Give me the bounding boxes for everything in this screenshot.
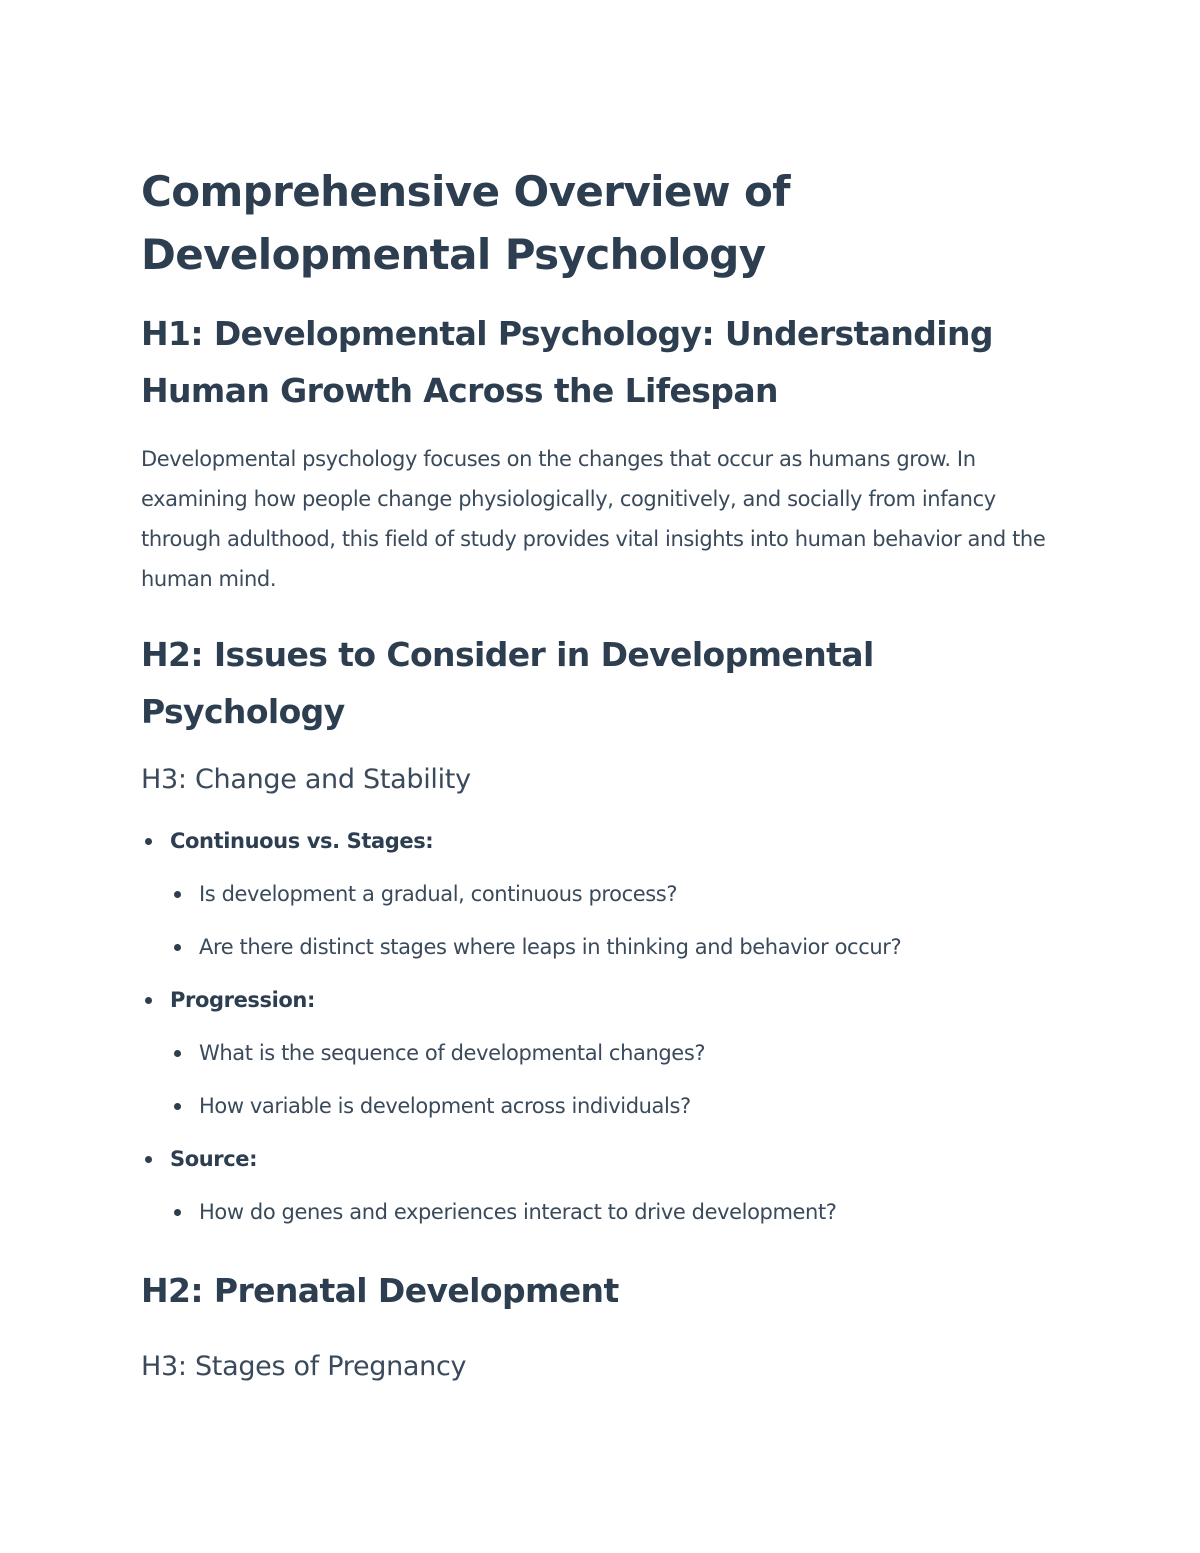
sub-list-item	[170, 868, 1071, 921]
sub-list	[170, 1027, 1071, 1133]
bullet-icon	[145, 1156, 152, 1163]
list-item-label: Continuous vs. Stages:	[170, 829, 434, 853]
section-heading-prenatal: H2: Prenatal Development	[141, 1271, 619, 1310]
bullet-icon	[145, 997, 152, 1004]
bullet-icon	[174, 1103, 181, 1110]
bullet-icon	[145, 838, 152, 845]
sub-list-item-text: Is development a gradual, continuous process?	[199, 882, 678, 906]
list-item-label: Source:	[170, 1147, 258, 1171]
subheading-change-stability: H3: Change and Stability	[141, 764, 471, 795]
sub-list-item	[170, 1027, 1071, 1080]
subheading-pregnancy-stages: H3: Stages of Pregnancy	[141, 1351, 467, 1382]
sub-list-item-text: How variable is development across individuals?	[199, 1094, 691, 1118]
bullet-icon	[174, 944, 181, 951]
sub-list-item-text: What is the sequence of developmental changes?	[199, 1041, 706, 1065]
document-title: Comprehensive Overview of Developmental Psychology	[141, 167, 790, 279]
sub-list-item	[170, 1186, 1071, 1239]
issues-list	[141, 815, 1071, 1239]
list-item-label: Progression:	[170, 988, 315, 1012]
document-page	[141, 160, 1071, 1387]
sub-list	[170, 1186, 1071, 1239]
list-item	[141, 974, 1071, 1133]
bullet-icon	[174, 891, 181, 898]
sub-list-item-text: Are there distinct stages where leaps in thinking and behavior occur?	[199, 935, 902, 959]
sub-list-item	[170, 921, 1071, 974]
bullet-icon	[174, 1209, 181, 1216]
intro-paragraph: Developmental psychology focuses on the changes that occur as humans grow. In examining how people change physiologically, cognitively, and socially from infancy through adulthood, this field of study provides vital insights into human behavior and the human mind.	[141, 447, 1046, 591]
list-item	[141, 815, 1071, 974]
section-heading-lifespan: H1: Developmental Psychology: Understanding Human Growth Across the Lifespan	[141, 314, 993, 410]
sub-list	[170, 868, 1071, 974]
bullet-icon	[174, 1050, 181, 1057]
sub-list-item	[170, 1080, 1071, 1133]
sub-list-item-text: How do genes and experiences interact to drive development?	[199, 1200, 837, 1224]
section-heading-issues: H2: Issues to Consider in Developmental Psychology	[141, 635, 874, 731]
list-item	[141, 1133, 1071, 1239]
